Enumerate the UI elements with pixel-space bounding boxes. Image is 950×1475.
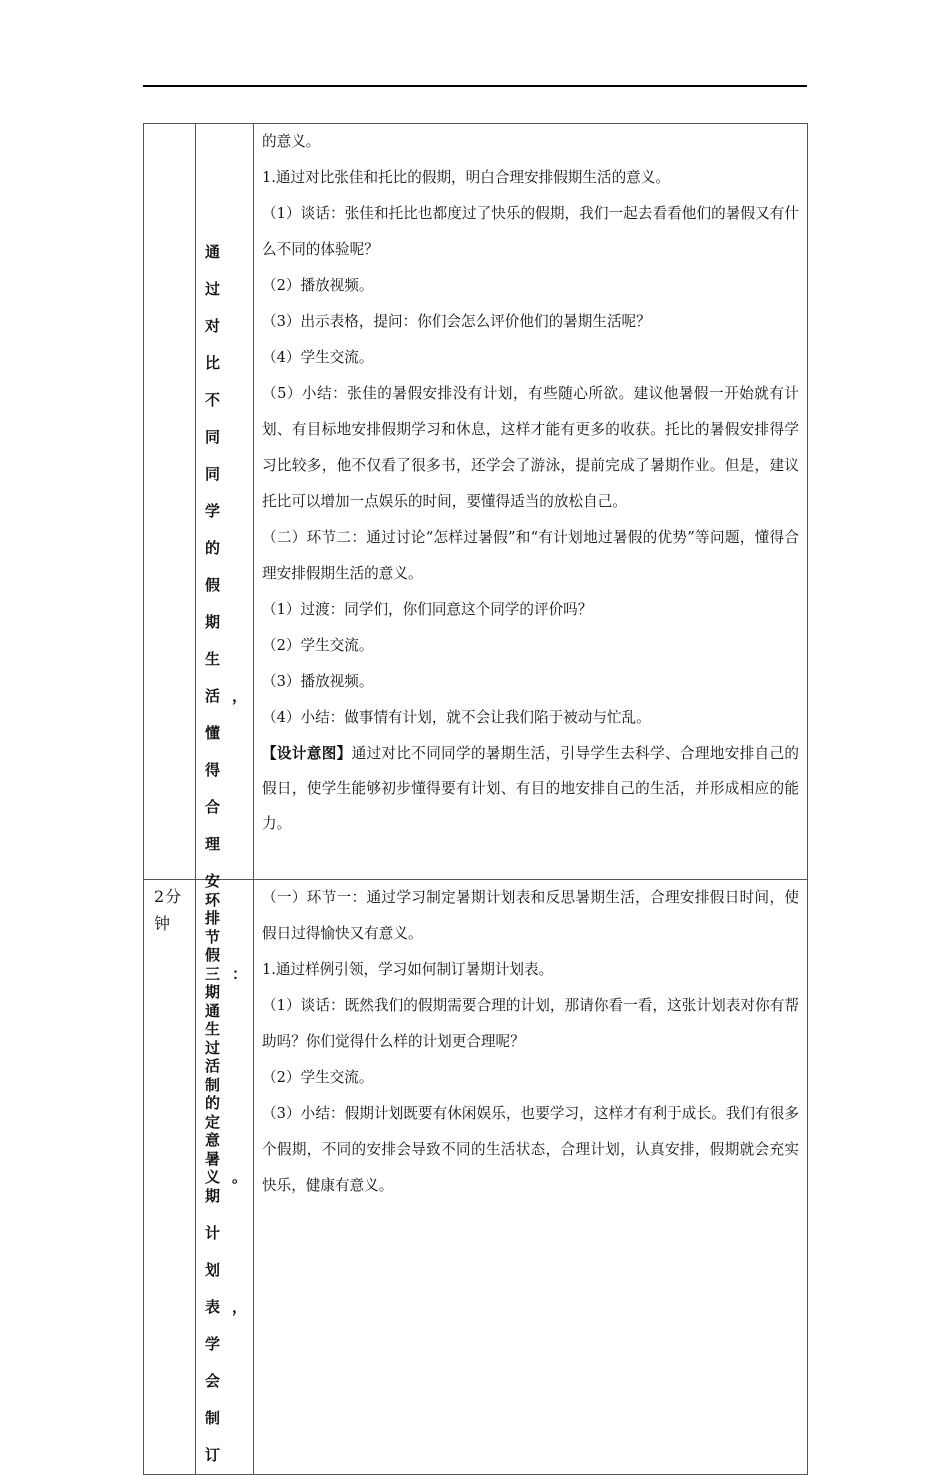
content-line: （一）环节一：通过学习制定暑期计划表和反思暑期生活，合理安排假日时间，使假日过得愉快又有意义。	[262, 889, 799, 942]
content-line: （5）小结：张佳的暑假安排没有计划，有些随心所欲。建议他暑假一开始就有计划、有目标地安排假期学习和休息，这样才能有更多的收获。托比的暑假安排得学习比较多，他不仅看了很多书，还学会了游泳，提前完成了暑期作业。但是，建议托比可以增加一点娱乐的时间，要懂得适当的放松自己。	[262, 385, 799, 510]
content-line: （2）学生交流。	[262, 1069, 374, 1086]
content-line: （3）出示表格，提问：你们会怎么评价他们的暑期生活呢？	[262, 313, 651, 330]
content-line: （4）学生交流。	[262, 349, 374, 366]
design-intent-text: 通过对比不同同学的暑期生活，引导学生去科学、合理地安排自己的假日，使学生能够初步懂得要有计划、有目的地安排自己的生活，并形成相应的能力。	[262, 745, 799, 832]
content-line: 1.通过对比张佳和托比的假期，明白合理安排假期生活的意义。	[262, 169, 670, 186]
content-line: （3）播放视频。	[262, 673, 374, 690]
content-line: （2）播放视频。	[262, 277, 374, 294]
content-cell	[254, 880, 808, 1475]
content-line: 的意义。	[262, 133, 321, 150]
content-line: （4）小结：做事情有计划，就不会让我们陷于被动与忙乱。	[262, 709, 651, 726]
content-line: （3）小结：假期计划既要有休闲娱乐，也要学习，这样才有利于成长。我们有很多个假期，不同的安排会导致不同的生活状态，合理计划，认真安排，假期就会充实快乐，健康有意义。	[262, 1105, 799, 1194]
content-line: （二）环节二：通过讨论“怎样过暑假”和“有计划地过暑假的优势”等问题，懂得合理安排假期生活的意义。	[262, 529, 799, 582]
content-line: （1）过渡：同学们，你们同意这个同学的评价吗？	[262, 601, 593, 618]
goal-text: 通过对比不同同学的假期生活，懂得合理安排假期生活的意义。	[205, 243, 260, 1186]
content-line: （1）谈话：张佳和托比也都度过了快乐的假期，我们一起去看看他们的暑假又有什么不同的体验呢？	[262, 205, 799, 258]
time-cell	[144, 124, 196, 880]
table-row	[144, 124, 808, 880]
goal-text: 环节三：通过制定暑期计划表，学会制订	[205, 891, 260, 1464]
content-line: （2）学生交流。	[262, 637, 374, 654]
lesson-plan-table	[143, 123, 808, 1475]
header-rule	[143, 85, 807, 87]
content-line: 1.通过样例引领，学习如何制订暑期计划表。	[262, 961, 554, 978]
content-text	[254, 880, 807, 1204]
design-intent	[262, 736, 799, 841]
design-intent-label: 【设计意图】	[262, 745, 352, 762]
content-text	[254, 124, 807, 841]
content-cell	[254, 124, 808, 880]
content-line: （1）谈话：既然我们的假期需要合理的计划，那请你看一看，这张计划表对你有帮助吗？你们觉得什么样的计划更合理呢？	[262, 997, 799, 1050]
time-cell: 2分钟	[144, 880, 196, 1475]
